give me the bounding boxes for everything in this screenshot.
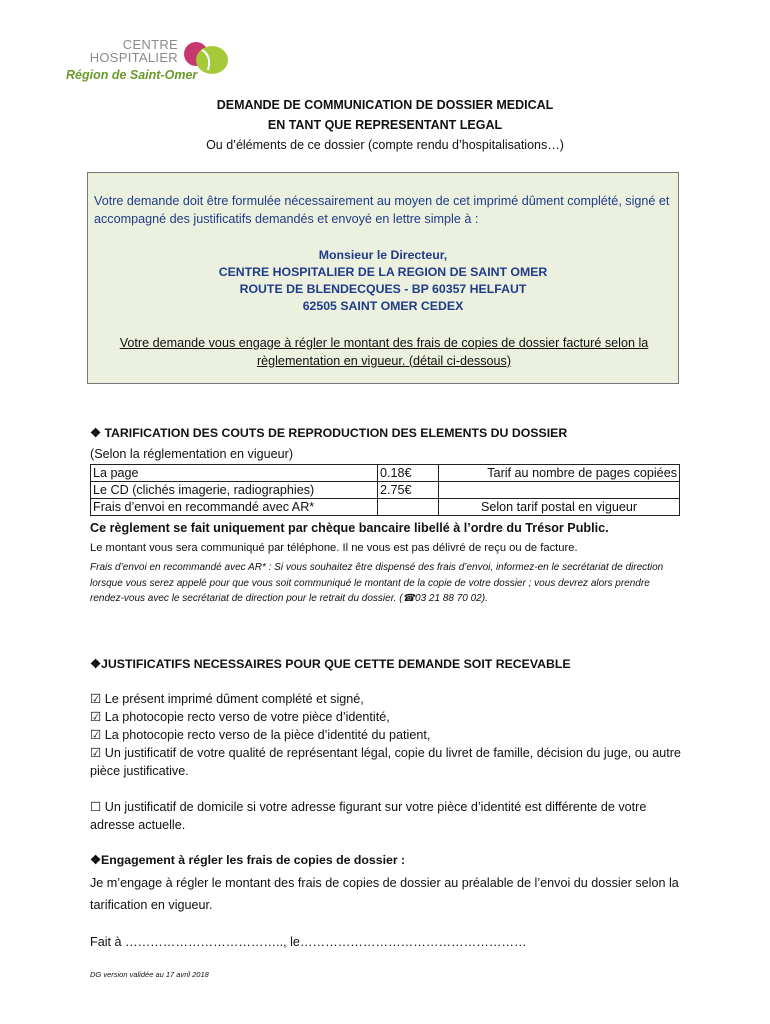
table-row: [91, 465, 680, 482]
payment-commitment-notice: Votre demande vous engage à régler le montant des frais de copies de dossier facturé selon la règlementation en vigueur. (détail ci-dessous): [119, 336, 649, 368]
table-cell-price: 2.75€: [378, 482, 439, 499]
table-cell-note: Tarif au nombre de pages copiées: [439, 465, 680, 482]
logo-line-centre: CENTRE: [122, 37, 178, 52]
engagement-heading: ❖Engagement à régler les frais de copies de dossier :: [90, 853, 406, 867]
tarification-heading: ❖ TARIFICATION DES COUTS DE REPRODUCTION DES ELEMENTS DU DOSSIER: [90, 426, 568, 440]
version-footer: DG version validée au 17 avril 2018: [90, 970, 209, 979]
table-cell-price: [378, 499, 439, 516]
table-row: [91, 482, 680, 499]
list-item: ☑ La photocopie recto verso de la pièce d’identité du patient,: [90, 728, 431, 742]
instructions-intro: Votre demande doit être formulée nécessairement au moyen de cet imprimé dûment complété, signé et accompagné des justificatifs demandés et envoyé en lettre simple à :: [94, 194, 670, 226]
logo-line-hospitalier: HOSPITALIER: [89, 50, 178, 65]
justificatifs-heading: ❖JUSTIFICATIFS NECESSAIRES POUR QUE CETTE DEMANDE SOIT RECEVABLE: [90, 657, 571, 671]
signature-place-date-field[interactable]: Fait à ……………………………….., le………………………………………………: [90, 935, 527, 949]
address-recipient: Monsieur le Directeur,: [318, 248, 448, 262]
document-title-line2: EN TANT QUE REPRESENTANT LEGAL: [267, 118, 503, 132]
logo-line-region: Région de Saint-Omer: [66, 68, 198, 82]
list-item: ☑ Le présent imprimé dûment complété et signé,: [90, 692, 364, 706]
table-cell-note: [439, 482, 680, 499]
pricing-table: [90, 464, 680, 516]
table-cell-item: La page: [91, 465, 378, 482]
instructions-box: [87, 172, 679, 384]
address-street: ROUTE DE BLENDECQUES - BP 60357 HELFAUT: [239, 282, 527, 296]
table-cell-note: Selon tarif postal en vigueur: [439, 499, 680, 516]
list-item: ☑ Un justificatif de votre qualité de représentant légal, copie du livret de famille, décision du juge, ou autre pièce justificative.: [90, 746, 681, 778]
address-city: 62505 SAINT OMER CEDEX: [302, 299, 464, 313]
tarification-subheading: (Selon la réglementation en vigueur): [90, 447, 294, 461]
payment-method: Ce règlement se fait uniquement par chèque bancaire libellé à l’ordre du Trésor Public.: [90, 521, 609, 535]
optional-document-item: ☐ Un justificatif de domicile si votre adresse figurant sur votre pièce d’identité est différente de votre adresse actuelle.: [90, 800, 647, 832]
phone-communication-info: Le montant vous sera communiqué par téléphone. Il ne vous est pas délivré de reçu ou de facture.: [90, 542, 578, 554]
logo-leaf-icon: [172, 40, 234, 80]
table-cell-item: Le CD (clichés imagerie, radiographies): [91, 482, 378, 499]
table-cell-item: Frais d’envoi en recommandé avec AR*: [91, 499, 378, 516]
table-row: [91, 499, 680, 516]
document-subtitle: Ou d’éléments de ce dossier (compte rendu d’hospitalisations…): [206, 138, 564, 152]
address-hospital: CENTRE HOSPITALIER DE LA REGION DE SAINT OMER: [218, 265, 548, 279]
list-item: ☑ La photocopie recto verso de votre pièce d’identité,: [90, 710, 390, 724]
engagement-text: Je m’engage à régler le montant des frais de copies de dossier au préalable de l’envoi du dossier selon la tarification en vigueur.: [90, 876, 679, 912]
required-documents-list: [90, 690, 690, 780]
table-cell-price: 0.18€: [378, 465, 439, 482]
hospital-logo: [60, 38, 240, 96]
shipping-fee-footnote: Frais d’envoi en recommandé avec AR* : Si vous souhaitez être dispensé des frais d’envoi, informez-en le secrétariat de direction lorsque vous serez appelé pour que vous soit communiqué le montant de la copie de votre dossier ; vous devrez alors prendre rendez-vous avec le secrétariat de direction pour le retrait du dossier. (☎03 21 88 70 02).: [90, 562, 664, 604]
document-title-line1: DEMANDE DE COMMUNICATION DE DOSSIER MEDICAL: [216, 98, 554, 112]
